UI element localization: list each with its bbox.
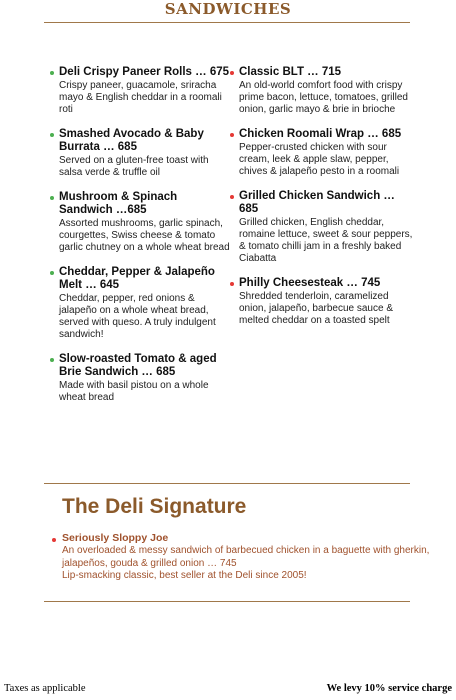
signature-title: The Deli Signature <box>62 495 247 518</box>
signature-bottom-divider <box>44 601 410 602</box>
item-name: Mushroom & Spinach Sandwich …685 <box>59 191 178 216</box>
item-description: Pepper-crusted chicken with sour cream, leek & apple slaw, pepper, chives & jalapeño pesto in a roomali <box>239 142 400 177</box>
item-description: Shredded tenderloin, caramelized onion, jalapeño, barbecue sauce & melted cheddar on a toasted spelt <box>239 291 394 326</box>
menu-item <box>50 191 230 254</box>
signature-item-description: An overloaded & messy sandwich of barbecued chicken in a baguette with gherkin, jalapeños, gouda & grilled onion … 745 <box>62 545 430 569</box>
bullet-icon <box>50 271 54 275</box>
right-column <box>230 66 414 339</box>
signature-item-note: Lip-smacking classic, best seller at the Deli since 2005! <box>62 570 307 581</box>
menu-item <box>50 266 230 341</box>
item-name: Cheddar, Pepper & Jalapeño Melt … 645 <box>59 266 215 291</box>
item-name: Chicken Roomali Wrap … 685 <box>239 128 402 140</box>
bullet-icon <box>230 133 234 137</box>
item-description: Assorted mushrooms, garlic spinach, courgettes, Swiss cheese & tomato garlic chutney on a whole wheat bread <box>59 218 230 253</box>
item-description: An old-world comfort food with crispy prime bacon, lettuce, tomatoes, grilled onion, garlic mayo & brie in brioche <box>239 80 408 115</box>
bullet-icon <box>50 196 54 200</box>
menu-item <box>230 190 414 265</box>
top-divider <box>44 22 410 23</box>
item-name: Slow-roasted Tomato & aged Brie Sandwich … 685 <box>59 353 217 378</box>
item-description: Grilled chicken, English cheddar, romaine lettuce, sweet & sour peppers, & tomato chilli jam in a freshly baked Ciabatta <box>239 217 413 264</box>
signature-item-name: Seriously Sloppy Joe <box>62 532 169 544</box>
menu-item <box>230 66 414 116</box>
bullet-icon <box>230 71 234 75</box>
item-name: Smashed Avocado & Baby Burrata … 685 <box>59 128 204 153</box>
bullet-icon <box>50 358 54 362</box>
item-name: Grilled Chicken Sandwich … 685 <box>239 190 395 215</box>
left-column <box>50 66 230 416</box>
item-description: Cheddar, pepper, red onions & jalapeño on a whole wheat bread, served with queso. A truly indulgent sandwich! <box>59 293 216 340</box>
menu-item <box>50 128 230 179</box>
bullet-icon <box>50 133 54 137</box>
menu-item <box>50 353 230 404</box>
service-charge-note: We levy 10% service charge <box>326 683 452 694</box>
page-title: SANDWICHES <box>164 0 292 18</box>
menu-item <box>50 66 230 116</box>
menu-item <box>230 128 414 178</box>
item-name: Deli Crispy Paneer Rolls … 675 <box>59 66 230 78</box>
item-description: Served on a gluten-free toast with salsa verde & truffle oil <box>59 155 209 178</box>
bullet-icon <box>230 282 234 286</box>
signature-top-divider <box>44 483 410 484</box>
item-name: Classic BLT … 715 <box>239 66 342 78</box>
bullet-icon <box>52 538 56 542</box>
item-description: Made with basil pistou on a whole wheat bread <box>59 380 209 403</box>
taxes-note: Taxes as applicable <box>4 683 86 694</box>
item-name: Philly Cheesesteak … 745 <box>239 277 381 289</box>
item-description: Crispy paneer, guacamole, sriracha mayo & English cheddar in a roomali roti <box>59 80 222 115</box>
signature-item <box>52 532 432 583</box>
bullet-icon <box>50 71 54 75</box>
bullet-icon <box>230 195 234 199</box>
menu-item <box>230 277 414 327</box>
